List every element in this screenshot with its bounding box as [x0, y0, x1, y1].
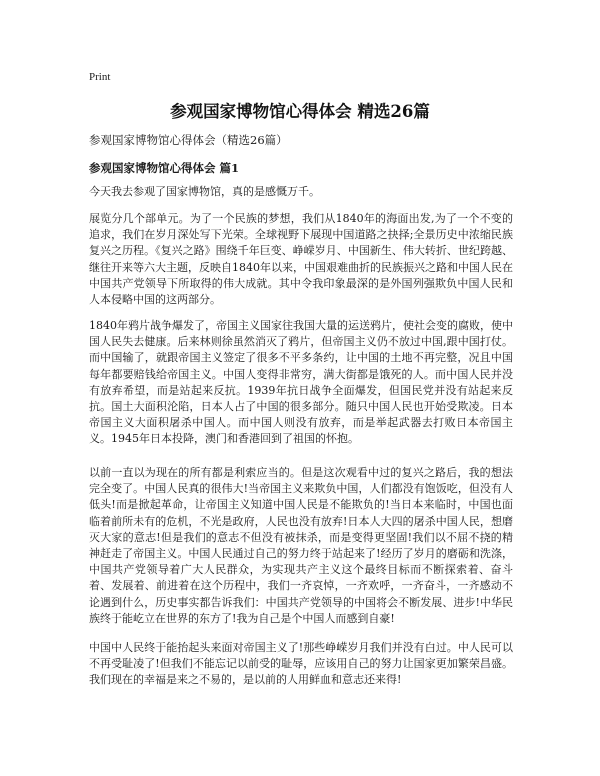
paragraph-exhibition: 展览分几个部单元。为了一个民族的梦想，我们从1840年的海面出发,为了一个不变的追求，我们在岁月深处写下光荣。全球视野下展现中国道路之抉择;全景历史中浓缩民族复兴之历程。《复兴之路》围绕千年巨变、峥嵘岁月、中国新生、伟大转折、世纪跨越、继往开来等六大主题，反映自1840年以来，中国艰难曲折的民族振兴之路和中国人民在中国共产党领导下所取得的伟大成就。其中令我印象最深的是外国列强欺负中国人民和人本侵略中国的这两部分。 [89, 212, 513, 307]
paragraph-intro: 今天我去参观了国家博物馆，真的是感慨万千。 [89, 185, 320, 198]
document-subtitle: 参观国家博物馆心得体会（精选26篇） [89, 133, 288, 147]
paragraph-reflection: 以前一直以为现在的所有都是利索应当的。但是这次观看中过的复兴之路后，我的想法完全变了。中国人民真的很伟大!当帝国主义来欺负中国，人们都没有饱饭吃，但没有人低头!而是掀起革命，让帝国主义知道中国人民是不能欺负的!当日本来临时，中国也面临着前所未有的危机，不光是政府，人民也没有放弃!日本人大四的屠杀中国人民，想磨灭大家的意志!但是我们的意志不但没有被抹杀，而是变得更坚固!我们以不屈不挠的精神赶走了帝国主义。中国人民通过自己的努力终于站起来了!经历了岁月的磨砺和洗涤，中国共产党领导着广大人民群众，为实现共产主义这个最终目标而不断探索着、奋斗着、发展着、前进着在这个历程中，我们一齐哀悼，一齐欢呼，一齐奋斗，一齐感动不论遇到什么，历史事实都告诉我们：中国共产党领导的中国将会不断发展、进步!中华民族终于能屹立在世界的东方了!我为自己是个中国人而感到自豪! [89, 466, 513, 625]
paragraph-history: 1840年鸦片战争爆发了，帝国主义国家往我国大量的运送鸦片，使社会变的腐败，使中国人民失去健康。后来林则徐虽然消灭了鸦片，但帝国主义仍不放过中国,跟中国打仗。而中国输了，就跟帝国主义签定了很多不平多条约，让中国的土地不再完整，况且中国每年都要赔钱给帝国主义。中国人变得非常穷，满大街都是饿死的人。而中国人民并没有放弃希望，而是站起来反抗。1939年抗日战争全面爆发，但国民党并没有站起来反抗。国土大面积沦陷，日本人占了中国的很多部分。随只中国人民也开始受欺凌。日本帝国主义大面积屠杀中国人。而中国人则没有放弃，而是举起武器去打败日本帝国主义。1945年日本投降，澳门和香港回到了祖国的怀抱。 [89, 319, 513, 446]
document-title: 参观国家博物馆心得体会 精选26篇 [170, 102, 430, 121]
paragraph-conclusion: 中国中人民终于能抬起头来面对帝国主义了!那些峥嵘岁月我们并没有白过。中人民可以不再受耻凌了!但我们不能忘记以前受的耻辱，应该用自己的努力让国家更加繁荣昌盛。我们现在的幸福是来之不易的，是以前的人用鲜血和意志还来得! [89, 641, 513, 687]
print-label: Print [89, 71, 111, 83]
section-heading: 参观国家博物馆心得体会 篇1 [89, 161, 240, 175]
